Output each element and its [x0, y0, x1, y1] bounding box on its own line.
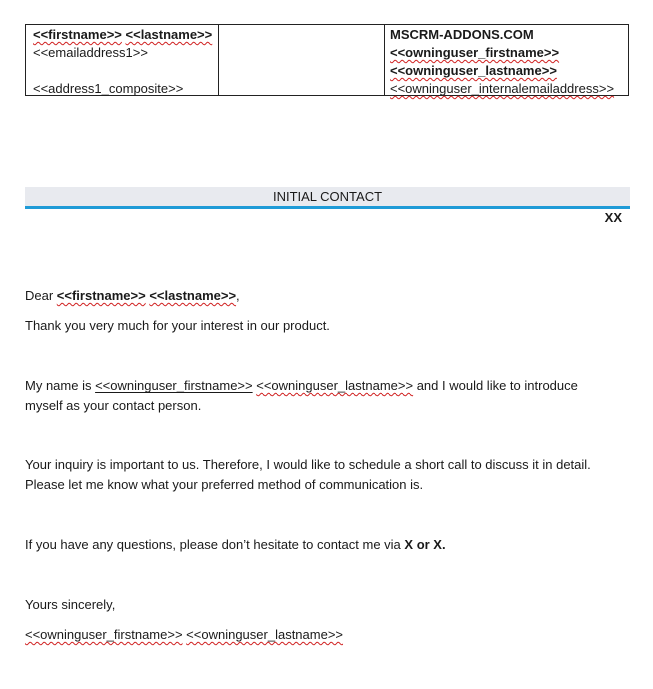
inquiry-line-2: Please let me know what your preferred method of communication is.: [25, 477, 424, 492]
sign-firstname-field[interactable]: <<owninguser_firstname>>: [25, 627, 183, 642]
recipient-cell: [26, 25, 219, 95]
company-cell: [385, 25, 628, 95]
recipient-name-line: [33, 27, 212, 42]
intro-firstname-field[interactable]: <<owninguser_firstname>>: [95, 378, 253, 393]
section-code: XX: [604, 210, 622, 225]
intro-paragraph: [25, 376, 625, 416]
inquiry-line-1: Your inquiry is important to us. Therefore, I would like to schedule a short call to discuss it in detail.: [25, 457, 591, 472]
recipient-email-field[interactable]: <<emailaddress1>>: [33, 45, 148, 60]
company-name: MSCRM-ADDONS.COM: [390, 27, 534, 42]
salutation-firstname-field[interactable]: <<firstname>>: [56, 288, 146, 303]
recipient-lastname-field[interactable]: <<lastname>>: [125, 27, 213, 42]
empty-cell: [219, 25, 385, 95]
signature: [25, 625, 625, 645]
questions-contact: X or X.: [404, 537, 446, 552]
thanks-paragraph: Thank you very much for your interest in our product.: [25, 318, 330, 333]
section-title-bar: [25, 187, 630, 209]
closing: Yours sincerely,: [25, 597, 116, 612]
intro-line-1: [25, 376, 625, 396]
inquiry-paragraph: [25, 455, 625, 495]
recipient-address-field[interactable]: <<address1_composite>>: [33, 81, 184, 96]
owner-email-field[interactable]: <<owninguser_internalemailaddress>>: [390, 81, 615, 96]
sign-lastname-field[interactable]: <<owninguser_lastname>>: [186, 627, 344, 642]
questions-paragraph: [25, 535, 625, 555]
questions-text: If you have any questions, please don’t hesitate to contact me via: [25, 537, 405, 552]
intro-line-2: myself as your contact person.: [25, 398, 202, 413]
owner-firstname-field[interactable]: <<owninguser_firstname>>: [390, 45, 560, 60]
intro-suffix: and I would like to introduce: [413, 378, 578, 393]
intro-lastname-field[interactable]: <<owninguser_lastname>>: [256, 378, 414, 393]
salutation-prefix: Dear: [25, 288, 57, 303]
header-table: [25, 24, 629, 96]
salutation-suffix: ,: [236, 288, 240, 303]
salutation: [25, 286, 625, 306]
intro-prefix: My name is: [25, 378, 96, 393]
recipient-firstname-field[interactable]: <<firstname>>: [33, 27, 122, 42]
salutation-lastname-field[interactable]: <<lastname>>: [149, 288, 237, 303]
section-title: INITIAL CONTACT: [272, 189, 383, 204]
owner-lastname-field[interactable]: <<owninguser_lastname>>: [390, 63, 557, 78]
